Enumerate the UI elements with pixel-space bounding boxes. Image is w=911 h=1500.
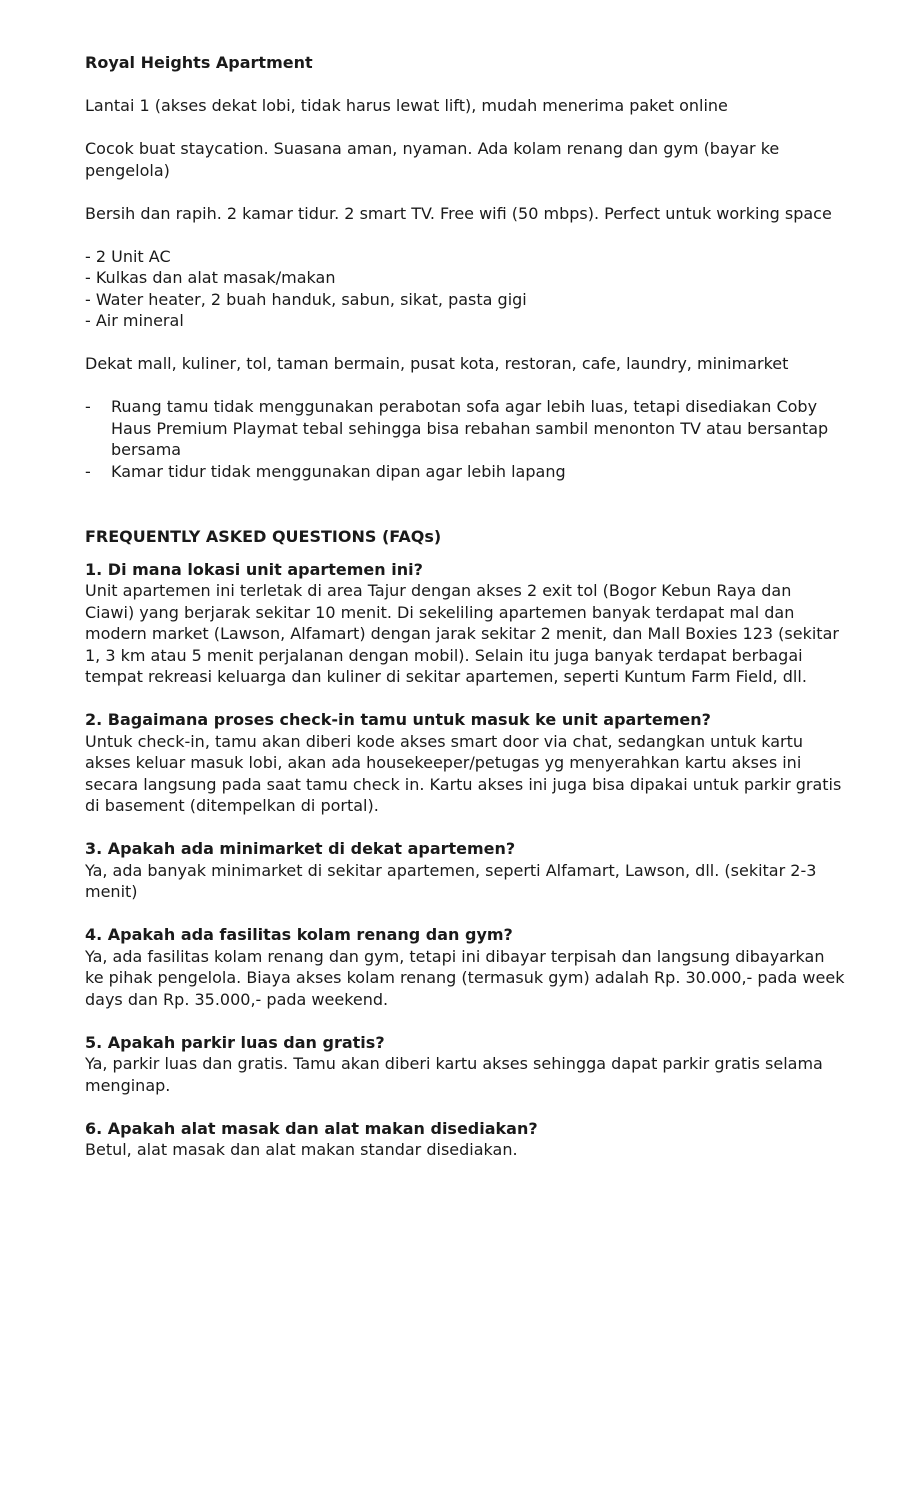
faq-question: 6. Apakah alat masak dan alat makan disediakan? (85, 1118, 538, 1138)
faq-item (85, 838, 845, 903)
faq-question: 3. Apakah ada minimarket di dekat apartemen? (85, 839, 516, 858)
faq-answer: Ya, parkir luas dan gratis. Tamu akan diberi kartu akses sehingga dapat parkir gratis selama menginap. (85, 1054, 823, 1095)
amenity-item: - Air mineral (85, 311, 184, 330)
note-item: - Kamar tidur tidak menggunakan dipan agar lebih lapang (85, 461, 845, 483)
faq-item (85, 1118, 845, 1161)
faq-answer: Betul, alat masak dan alat makan standar disediakan. (85, 1140, 518, 1159)
faq-question: 1. Di mana lokasi unit apartemen ini? (85, 559, 423, 579)
intro-floor-paragraph: Lantai 1 (akses dekat lobi, tidak harus lewat lift), mudah menerima paket online (85, 96, 728, 115)
faq-item (85, 924, 845, 1010)
faq-item (85, 1032, 845, 1097)
faq-answer: Ya, ada fasilitas kolam renang dan gym, tetapi ini dibayar terpisah dan langsung dibayarkan ke pihak pengelola. Biaya akses kolam renang (termasuk gym) adalah Rp. 30.000,- pada week days dan Rp. 35.000,- pada weekend. (85, 946, 845, 1009)
faq-answer: Unit apartemen ini terletak di area Tajur dengan akses 2 exit tol (Bogor Kebun Raya dan Ciawi) yang berjarak sekitar 10 menit. Di sekeliling apartemen banyak terdapat mal dan modern market (Lawson, Alfamart) dengan jarak sekitar 2 menit, dan Mall Boxies 123 (sekitar 1, 3 km atau 5 menit perjalanan dengan mobil). Selain itu juga banyak terdapat berbagai tempat rekreasi keluarga dan kuliner di sekitar apartemen, seperti Kuntum Farm Field, dll. (85, 581, 839, 686)
document-title: Royal Heights Apartment (85, 53, 313, 72)
amenities-list (85, 246, 845, 332)
note-item: - Ruang tamu tidak menggunakan perabotan sofa agar lebih luas, tetapi disediakan Coby Haus Premium Playmat tebal sehingga bisa rebahan sambil menonton TV atau bersantap bersama (85, 396, 845, 461)
faq-item (85, 709, 845, 817)
intro-clean-paragraph: Bersih dan rapih. 2 kamar tidur. 2 smart TV. Free wifi (50 mbps). Perfect untuk working space (85, 203, 832, 223)
faq-item (85, 559, 845, 688)
faq-question: 4. Apakah ada fasilitas kolam renang dan gym? (85, 925, 513, 944)
amenity-item: - Kulkas dan alat masak/makan (85, 268, 336, 287)
faq-heading: FREQUENTLY ASKED QUESTIONS (FAQs) (85, 527, 442, 546)
faq-question: 5. Apakah parkir luas dan gratis? (85, 1032, 385, 1052)
document-page (85, 52, 845, 1182)
faq-answer: Untuk check-in, tamu akan diberi kode akses smart door via chat, sedangkan untuk kartu akses keluar masuk lobi, akan ada housekeeper/petugas yg menyerahkan kartu akses ini secara langsung pada saat tamu check in. Kartu akses ini juga bisa dipakai untuk parkir gratis di basement (ditempelkan di portal). (85, 731, 842, 815)
faq-question: 2. Bagaimana proses check-in tamu untuk masuk ke unit apartemen? (85, 710, 711, 729)
notes-list (85, 396, 845, 482)
intro-staycation-paragraph: Cocok buat staycation. Suasana aman, nyaman. Ada kolam renang dan gym (bayar ke pengelola) (85, 139, 780, 180)
amenity-item: - 2 Unit AC (85, 246, 171, 266)
nearby-paragraph: Dekat mall, kuliner, tol, taman bermain, pusat kota, restoran, cafe, laundry, minimarket (85, 354, 789, 373)
faq-answer: Ya, ada banyak minimarket di sekitar apartemen, seperti Alfamart, Lawson, dll. (sekitar 2-3 menit) (85, 860, 817, 901)
amenity-item: - Water heater, 2 buah handuk, sabun, sikat, pasta gigi (85, 289, 527, 309)
